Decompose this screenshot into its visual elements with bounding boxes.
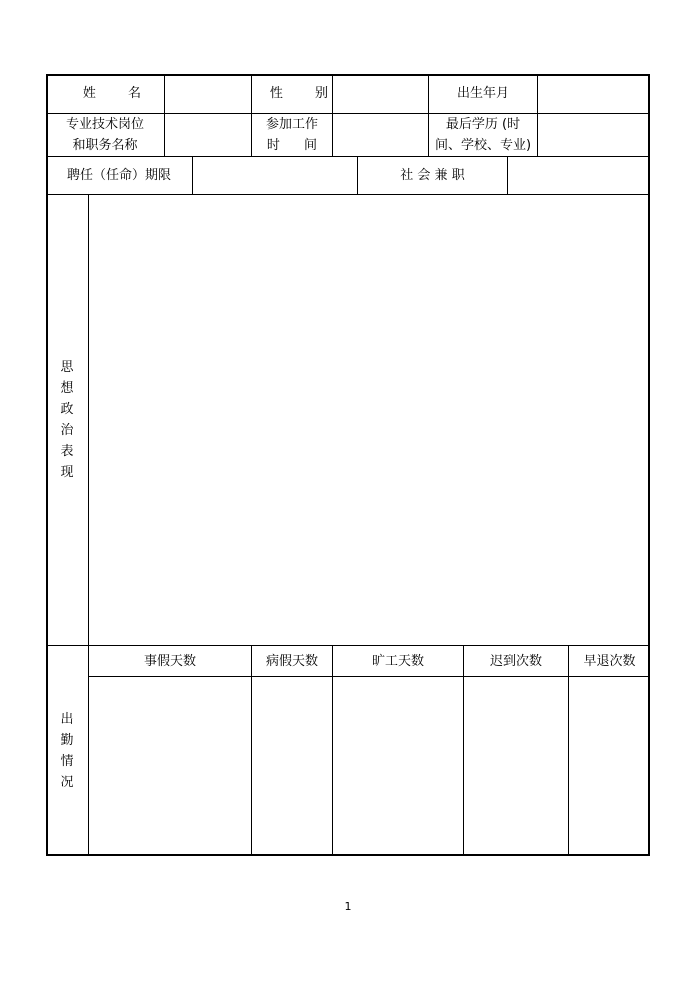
- birth-value[interactable]: [538, 74, 650, 113]
- post-label-line2: 和职务名称: [72, 138, 138, 153]
- personal-leave-header: 事假天数: [143, 653, 196, 669]
- political-content[interactable]: [89, 195, 650, 645]
- political-label: [46, 195, 88, 645]
- attendance-char: 情: [60, 754, 74, 769]
- education-value[interactable]: [538, 114, 650, 156]
- term-label: 聘任（任命）期限: [66, 168, 171, 183]
- post-label-line1: 专业技术岗位: [65, 117, 144, 132]
- early-leave-header: 早退次数: [583, 653, 636, 669]
- page-number: 1: [344, 900, 352, 913]
- work-start-value[interactable]: [333, 114, 428, 156]
- personal-leave-value[interactable]: [89, 677, 251, 856]
- attendance-char: 出: [60, 712, 74, 727]
- attendance-char: 勤: [60, 733, 74, 748]
- work-start-label-line1: 参加工作: [265, 117, 318, 132]
- late-value[interactable]: [464, 677, 568, 856]
- education-label: [429, 114, 537, 156]
- political-char: 政: [60, 402, 74, 417]
- political-char: 治: [60, 423, 74, 438]
- sick-leave-header: 病假天数: [265, 653, 318, 669]
- social-label: 社 会 兼 职: [400, 168, 465, 183]
- sick-leave-value[interactable]: [252, 677, 332, 856]
- early-leave-value[interactable]: [569, 677, 650, 856]
- attendance-char: 况: [60, 775, 74, 790]
- absence-header: 旷工天数: [371, 653, 424, 669]
- name-value[interactable]: [165, 74, 251, 113]
- attendance-label: [46, 646, 88, 856]
- post-value[interactable]: [165, 114, 251, 156]
- work-start-label: [252, 114, 332, 156]
- gender-label: 性 别: [269, 86, 343, 101]
- education-label-line1: 最后学历 (时: [445, 117, 521, 132]
- late-header: 迟到次数: [489, 653, 542, 669]
- social-value[interactable]: [508, 157, 650, 194]
- work-start-label-line2: 时 间: [266, 138, 328, 153]
- term-value[interactable]: [193, 157, 357, 194]
- education-label-line2: 间、学校、专业): [434, 138, 532, 153]
- political-char: 现: [60, 465, 74, 480]
- birth-label: 出生年月: [456, 86, 509, 101]
- gender-value[interactable]: [333, 74, 428, 113]
- name-label: 姓 名: [82, 86, 156, 101]
- political-char: 表: [60, 444, 74, 459]
- post-label: [46, 114, 164, 156]
- political-char: 思: [60, 360, 74, 375]
- political-char: 想: [60, 381, 74, 396]
- absence-value[interactable]: [333, 677, 463, 856]
